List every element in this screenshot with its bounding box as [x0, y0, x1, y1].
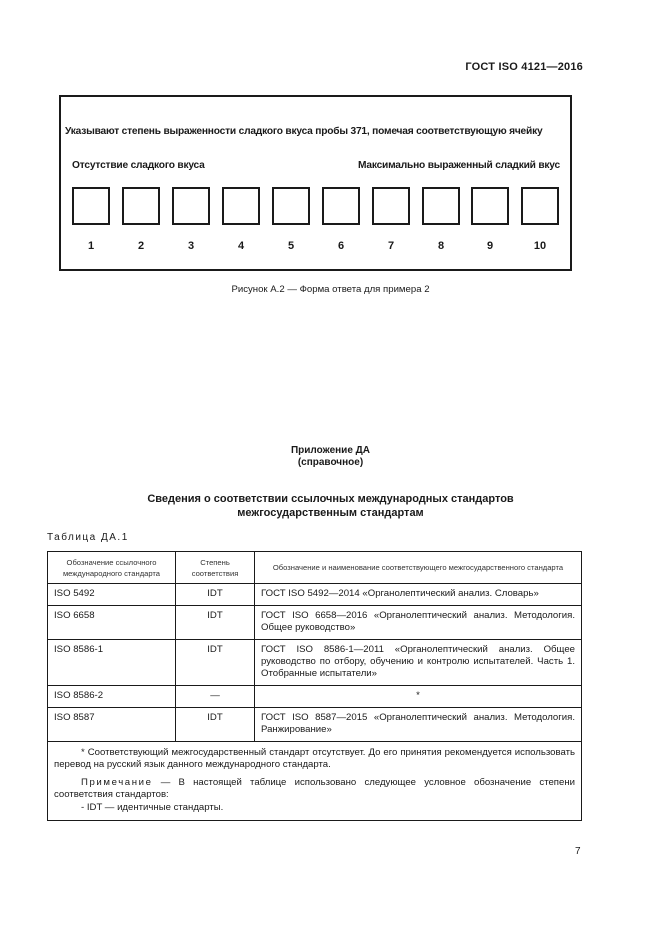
scale-number: 1: [87, 240, 95, 252]
intl-standard-cell: ISO 5492: [48, 584, 176, 606]
scale-box-2: [122, 187, 160, 225]
table-row: [48, 606, 582, 640]
scale-box-10: [521, 187, 559, 225]
table-note: [54, 777, 575, 801]
column-header: Обозначение и наименование соответствующего межгосударственного стандарта: [255, 552, 582, 584]
scale-number: 8: [437, 240, 445, 252]
scale-number: 9: [486, 240, 494, 252]
intl-standard-cell: ISO 8586-1: [48, 640, 176, 686]
scale-box-4: [222, 187, 260, 225]
scale-box-1: [72, 187, 110, 225]
scale-number: 7: [387, 240, 395, 252]
response-form-figure: [59, 95, 572, 271]
scale-number: 6: [337, 240, 345, 252]
degree-cell: IDT: [176, 640, 255, 686]
scale-number: 2: [137, 240, 145, 252]
note-text: — В настоящей таблице использовано следующее условное обозначение степени соответствия стандартов:: [54, 777, 575, 800]
gost-standard-cell: ГОСТ ISO 8587—2015 «Органолептический анализ. Методология. Ранжирование»: [255, 708, 582, 742]
appendix-heading-line: Сведения о соответствии ссылочных международных стандартов: [147, 493, 514, 505]
appendix-subtitle: (справочное): [297, 457, 364, 468]
intl-standard-cell: ISO 8586-2: [48, 686, 176, 708]
intl-standard-cell: ISO 8587: [48, 708, 176, 742]
scale-box-6: [322, 187, 360, 225]
scale-box-7: [372, 187, 410, 225]
table-row: [48, 584, 582, 606]
table-notes: [48, 742, 582, 821]
scale-number: 3: [187, 240, 195, 252]
scale-boxes: [72, 187, 560, 223]
table-label: Таблица ДА.1: [47, 532, 129, 543]
scale-box-3: [172, 187, 210, 225]
gost-standard-cell: ГОСТ ISO 6658—2016 «Органолептический анализ. Методология. Общее руководство»: [255, 606, 582, 640]
document-standard-number: ГОСТ ISO 4121—2016: [465, 61, 583, 73]
scale-box-5: [272, 187, 310, 225]
scale-box-9: [471, 187, 509, 225]
gost-standard-cell: *: [255, 686, 582, 708]
table-footnote: * Соответствующий межгосударственный стандарт отсутствует. До его принятия рекомендуется использовать перевод на русский язык данного международного стандарта.: [54, 747, 575, 770]
scale-number: 10: [533, 240, 547, 252]
page-number: 7: [575, 846, 581, 857]
table-row: [48, 686, 582, 708]
table-row: [48, 708, 582, 742]
scale-min-label: Отсутствие сладкого вкуса: [72, 160, 205, 171]
degree-cell: —: [176, 686, 255, 708]
degree-cell: IDT: [176, 606, 255, 640]
figure-caption: Рисунок А.2 — Форма ответа для примера 2: [231, 284, 430, 295]
table-header-row: [48, 552, 582, 584]
appendix-heading-line: межгосударственным стандартам: [237, 507, 424, 519]
intl-standard-cell: ISO 6658: [48, 606, 176, 640]
column-header: Обозначение ссылочного международного стандарта: [48, 552, 176, 584]
scale-number: 5: [287, 240, 295, 252]
gost-standard-cell: ГОСТ ISO 8586-1—2011 «Органолептический анализ. Общее руководство по отбору, обучению и контролю испытателей. Часть 1. Отобранные испытатели»: [255, 640, 582, 686]
scale-number: 4: [237, 240, 245, 252]
scale-max-label: Максимально выраженный сладкий вкус: [357, 160, 560, 171]
column-header: Степень соответствия: [176, 552, 255, 584]
standards-correspondence-table: [47, 551, 582, 821]
scale-box-8: [422, 187, 460, 225]
degree-cell: IDT: [176, 584, 255, 606]
gost-standard-cell: ГОСТ ISO 5492—2014 «Органолептический анализ. Словарь»: [255, 584, 582, 606]
degree-cell: IDT: [176, 708, 255, 742]
appendix-title: Приложение ДА: [290, 445, 371, 456]
table-row: [48, 640, 582, 686]
appendix-heading: [0, 492, 661, 520]
note-list-item: - IDT — идентичные стандарты.: [81, 802, 224, 813]
note-label: Примечание: [81, 777, 153, 788]
table-notes-row: [48, 742, 582, 821]
form-instruction: Указывают степень выраженности сладкого вкуса пробы 371, помечая соответствующую ячейку: [65, 126, 543, 137]
